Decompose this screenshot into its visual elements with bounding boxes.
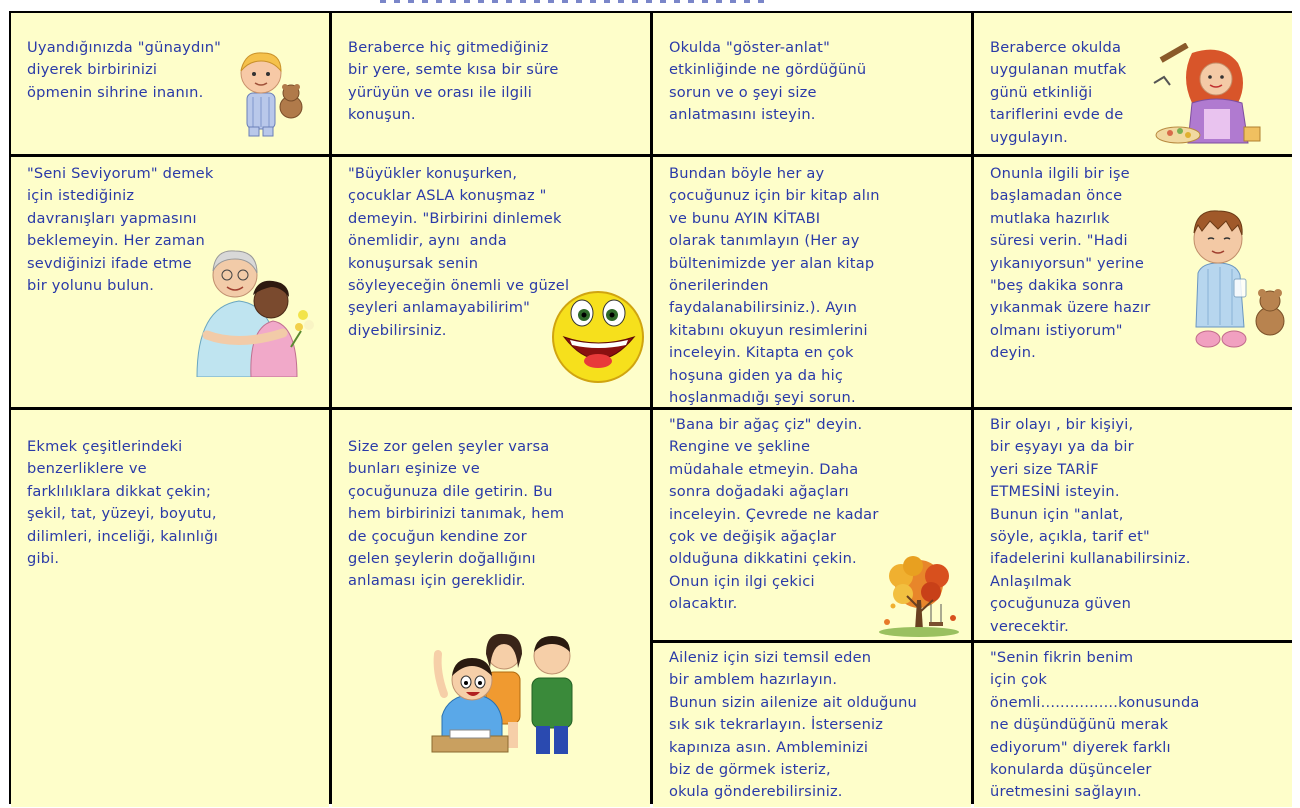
tip-text: Beraberce hiç gitmediğiniz bir yere, semte kısa bir süre yürüyün ve orası ile ilgili konuşun. <box>348 39 559 124</box>
tip-cell-family-emblem <box>653 643 971 807</box>
tip-text: Ekmek çeşitlerindeki benzerliklere ve farklılıklara dikkat çekin; şekil, tat, yüzeyi, boyutu, dilimleri, inceliği, kalınlığı gibi. <box>27 438 218 568</box>
tip-text: "Seni Seviyorum" demek için istediğiniz davranışları yapmasını beklemeyin. Her zaman sevdiğinizi ifade etme bir yolunu bulun. <box>27 165 214 295</box>
tip-cell-express-difficulties <box>332 410 650 807</box>
tip-cell-show-and-tell <box>653 13 971 154</box>
tip-text: Size zor gelen şeyler varsa bunları eşinize ve çocuğunuza dile getirin. Bu hem birbirinizi tanımak, hem de çocuğun kendine zor gelen şeylerin doğallığını anlaması için gereklidir. <box>348 438 565 590</box>
tip-text: Okulda "göster-anlat" etkinliğinde ne gördüğünü sorun ve o şeyi size anlatmasını isteyin. <box>669 39 867 124</box>
tip-text: Bir olayı , bir kişiyi, bir eşyayı ya da bir yeri size TARİF ETMESİNİ isteyin. Bunun için "anlat, söyle, açıkla, tarif et" ifadelerini kullanabilirsiniz. Anlaşılmak çocuğunuza güven verecektir. <box>990 416 1191 635</box>
tip-cell-kitchen-day <box>974 13 1292 154</box>
tip-text: "Büyükler konuşurken, çocuklar ASLA konuşmaz " demeyin. "Birbirini dinlemek önemlidir, aynı anda konuşursak senin söyleyeceğin önemli ve güzel şeyleri anlamayabilirim" diyebilirsiniz. <box>348 165 570 339</box>
tip-cell-describe <box>974 410 1292 640</box>
woman-cooking-icon <box>1152 43 1264 149</box>
boy-pajamas-teddy-icon <box>1178 203 1288 349</box>
tip-text: Aileniz için sizi temsil eden bir amblem hazırlayın. Bunun sizin ailenize ait olduğunu sık sık tekrarlayın. İsterseniz kapınıza asın. Ambleminizi biz de görmek isteriz, okula gönderebilirsiniz. <box>669 649 917 801</box>
tip-cell-your-opinion <box>974 643 1292 807</box>
top-crop-strip <box>380 0 800 4</box>
tip-cell-good-morning <box>11 13 329 154</box>
child-pajamas-teddy-icon <box>233 47 309 139</box>
tips-table <box>9 11 1292 804</box>
tip-cell-new-place-walk <box>332 13 650 154</box>
tip-text: Beraberce okulda uygulanan mutfak günü etkinliği tariflerini evde de uygulayın. <box>990 39 1127 146</box>
autumn-tree-icon <box>873 556 965 638</box>
tip-cell-say-i-love-you <box>11 157 329 407</box>
tip-cell-draw-a-tree <box>653 410 971 640</box>
tip-cell-bread-types <box>11 410 329 807</box>
tip-cell-book-of-month <box>653 157 971 407</box>
family-students-icon <box>428 624 588 758</box>
grandmother-hugging-child-icon <box>191 243 319 377</box>
tip-text: Onunla ilgili bir işe başlamadan önce mutlaka hazırlık süresi verin. "Hadi yıkanıyorsun" yerine "beş dakika sonra yıkanmak üzere hazır olmanı istiyorum" deyin. <box>990 165 1151 362</box>
tip-text: Uyandığınızda "günaydın" diyerek birbirinizi öpmenin sihrine inanın. <box>27 39 222 101</box>
tip-text: Bundan böyle her ay çocuğunuz için bir kitap alın ve bunu AYIN KİTABI olarak tanımlayın (Her ay bültenimizde yer alan kitap önerilerinden faydalanabilirsiniz.). Ayın kitabını okuyun resimlerini inceleyin. Kitapta en çok hoşuna giden ya da hiç hoşlanmadığı şeyi sorun. <box>669 165 880 407</box>
tip-text: "Bana bir ağaç çiz" deyin. Rengine ve şekline müdahale etmeyin. Daha sonra doğadaki ağaçları inceleyin. Çevrede ne kadar çok ve değişik ağaçlar olduğuna dikkatini çekin. Onun için ilgi çekici olacaktır. <box>669 416 879 613</box>
tip-cell-children-speak <box>332 157 650 407</box>
tip-cell-preparation-time <box>974 157 1292 407</box>
laughing-smiley-icon <box>546 285 650 385</box>
tip-text: "Senin fikrin benim için çok önemli................konusunda ne düşündüğünü merak ediyorum" diyerek farklı konularda düşünceler üretmesini sağlayın. <box>990 649 1200 801</box>
